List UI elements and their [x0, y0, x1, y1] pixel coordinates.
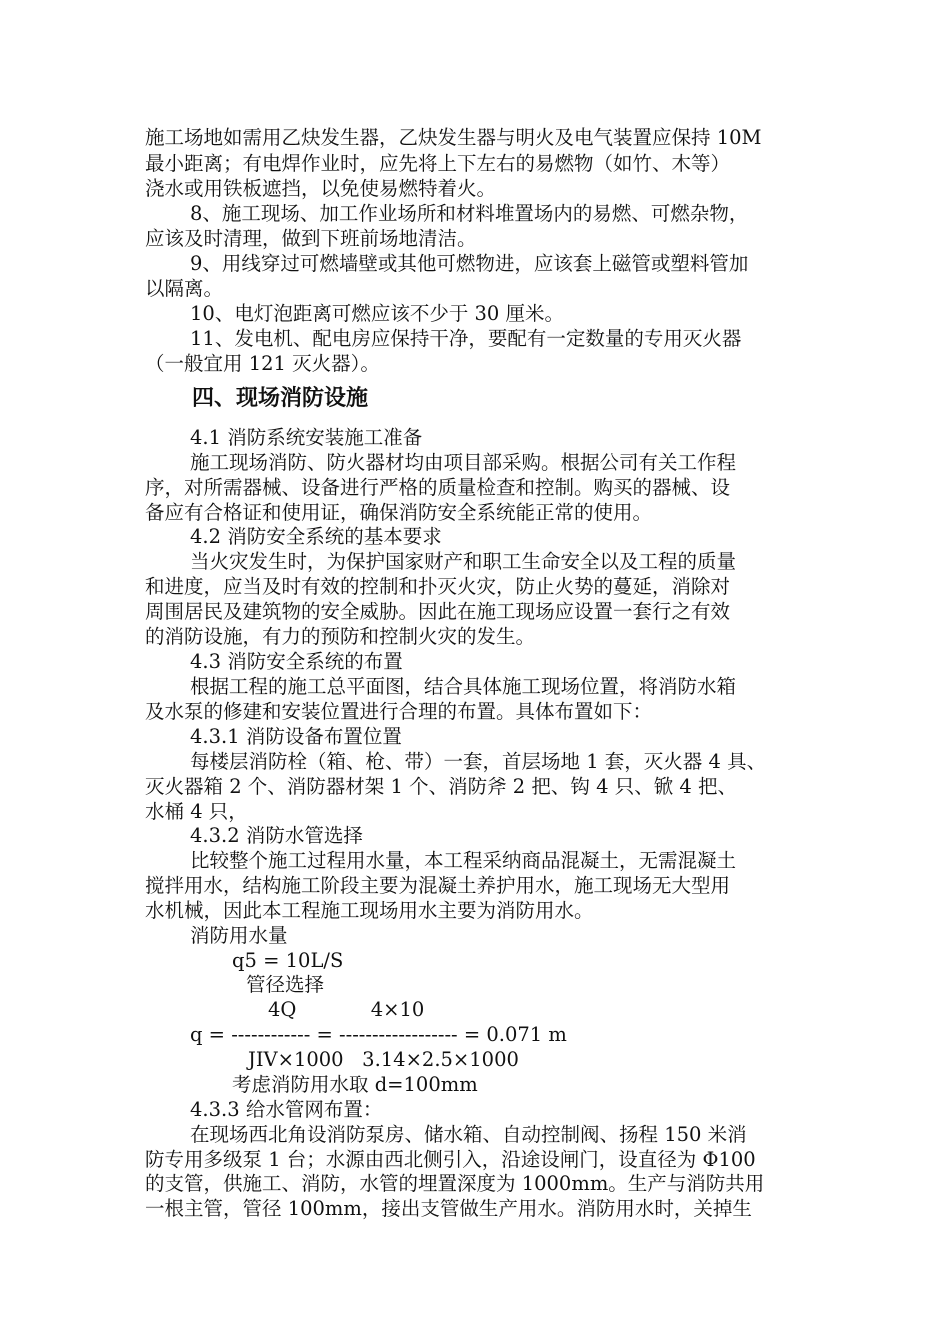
text-line: 考虑消防用水取 d=100mm — [232, 1073, 478, 1096]
subsection-title: 4.3.1 消防设备布置位置 — [190, 725, 402, 748]
text-line: 11、发电机、配电房应保持干净，要配有一定数量的专用灭火器 — [190, 327, 742, 350]
text-line: 每楼层消防栓（箱、枪、带）一套，首层场地 1 套，灭火器 4 具、 — [190, 750, 767, 773]
text-line: 和进度，应当及时有效的控制和扑灭火灾，防止火势的蔓延，消除对 — [145, 575, 731, 598]
subsection-title: 4.3.2 消防水管选择 — [190, 824, 363, 847]
text-line: 的消防设施，有力的预防和控制火灾的发生。 — [145, 625, 536, 648]
text-line: 10、电灯泡距离可燃应该不少于 30 厘米。 — [190, 302, 565, 325]
text-line: （一般宜用 121 灭火器）。 — [145, 352, 380, 375]
text-line: 周围居民及建筑物的安全威胁。因此在施工现场应设置一套行之有效 — [145, 600, 731, 623]
text-line: 水桶 4 只， — [145, 800, 248, 823]
text-line: 以隔离。 — [145, 277, 224, 300]
text-line: 应该及时清理，做到下班前场地清洁。 — [145, 227, 477, 250]
formula-line: q = ------------ = ------------------ = 0.071 m — [190, 1023, 567, 1046]
subsection-title: 4.2 消防安全系统的基本要求 — [190, 525, 442, 548]
formula-line: JIV×1000 3.14×2.5×1000 — [248, 1048, 519, 1071]
text-line: 防专用多级泵 1 台；水源由西北侧引入，沿途设闸门，设直径为 Φ100 — [145, 1148, 756, 1171]
text-line: 根据工程的施工总平面图，结合具体施工现场位置，将消防水箱 — [190, 675, 737, 698]
text-line: 一根主管，管径 100mm，接出支管做生产用水。消防用水时，关掉生 — [145, 1197, 752, 1220]
text-line: 施工场地如需用乙炔发生器，乙炔发生器与明火及电气装置应保持 10M — [145, 126, 762, 149]
subsection-title: 4.3.3 给水管网布置： — [190, 1098, 383, 1121]
subsection-title: 4.1 消防系统安装施工准备 — [190, 426, 423, 449]
text-line: 8、施工现场、加工作业场所和材料堆置场内的易燃、可燃杂物， — [190, 202, 749, 225]
text-line: 浇水或用铁板遮挡，以免使易燃特着火。 — [145, 177, 497, 200]
text-line: 及水泵的修建和安装位置进行合理的布置。具体布置如下： — [145, 700, 653, 723]
text-line: 施工现场消防、防火器材均由项目部采购。根据公司有关工作程 — [190, 451, 737, 474]
text-line: 水机械，因此本工程施工现场用水主要为消防用水。 — [145, 899, 594, 922]
formula-line: q5 = 10L/S — [232, 949, 344, 972]
text-line: 搅拌用水，结构施工阶段主要为混凝土养护用水，施工现场无大型用 — [145, 874, 731, 897]
text-line: 最小距离；有电焊作业时，应先将上下左右的易燃物（如竹、木等） — [145, 152, 731, 175]
text-line: 当火灾发生时，为保护国家财产和职工生命安全以及工程的质量 — [190, 550, 737, 573]
text-line: 序，对所需器械、设备进行严格的质量检查和控制。购买的器械、设 — [145, 476, 731, 499]
text-line: 的支管，供施工、消防，水管的埋置深度为 1000mm。生产与消防共用 — [145, 1172, 765, 1195]
text-line: 比较整个施工过程用水量，本工程采纳商品混凝土，无需混凝土 — [190, 849, 737, 872]
text-line: 备应有合格证和使用证，确保消防安全系统能正常的使用。 — [145, 501, 653, 524]
text-line: 9、用线穿过可燃墙壁或其他可燃物进，应该套上磁管或塑料管加 — [190, 252, 749, 275]
formula-line: 4Q 4×10 — [268, 998, 425, 1021]
subsection-title: 4.3 消防安全系统的布置 — [190, 650, 403, 673]
formula-line: 管径选择 — [246, 973, 325, 996]
section-heading: 四、现场消防设施 — [192, 386, 369, 411]
text-line: 消防用水量 — [190, 924, 288, 947]
text-line: 在现场西北角设消防泵房、储水箱、自动控制阀、扬程 150 米消 — [190, 1123, 747, 1146]
text-line: 灭火器箱 2 个、消防器材架 1 个、消防斧 2 把、钩 4 只、锨 4 把、 — [145, 775, 738, 798]
